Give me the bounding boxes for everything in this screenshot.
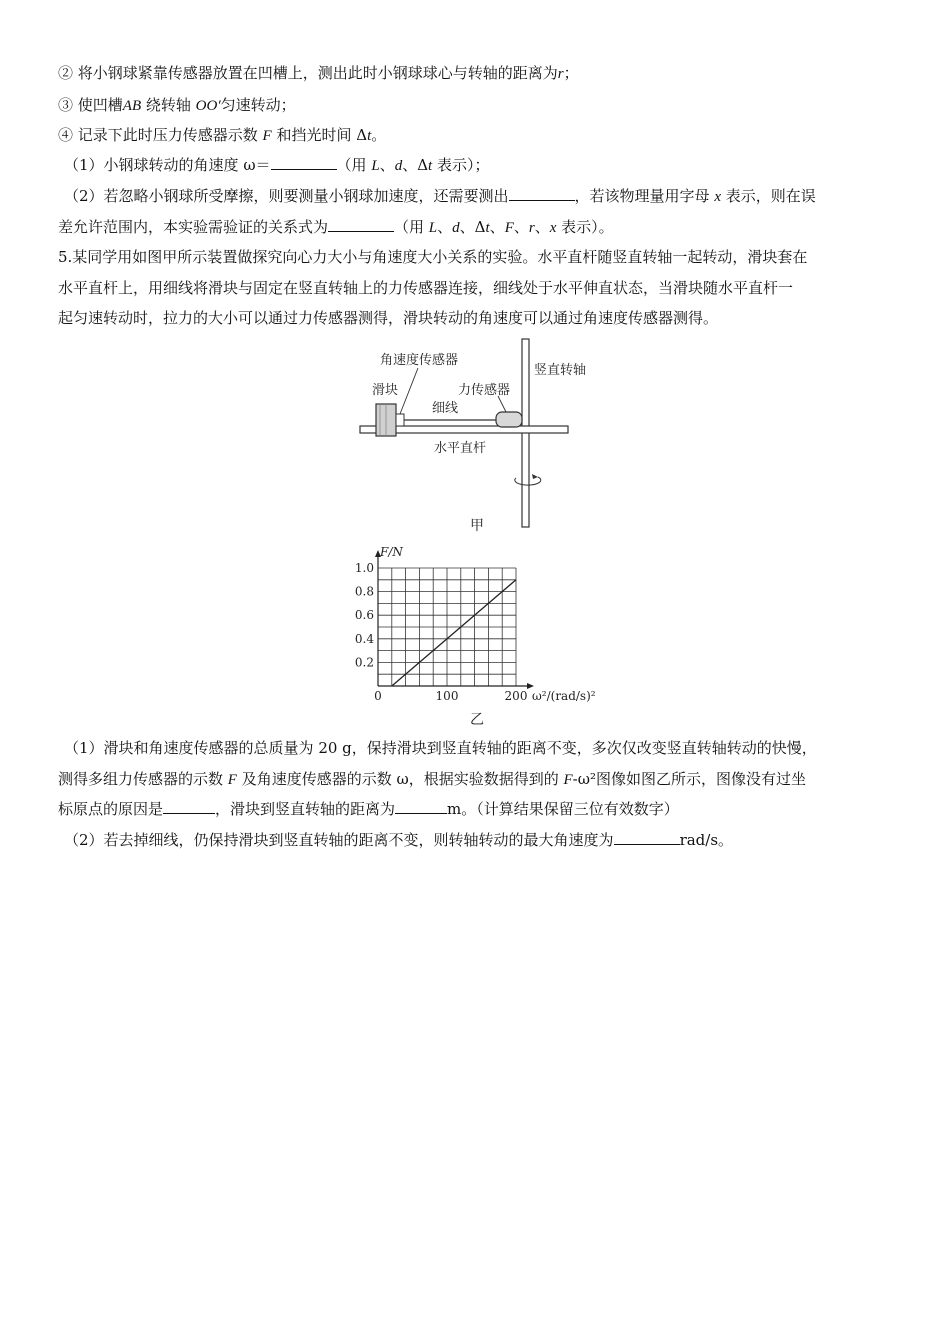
step-4-text: ④ 记录下此时压力传感器示数 bbox=[58, 126, 263, 144]
var-r: r bbox=[528, 220, 535, 236]
q4-part2-text-b: ，若该物理量用字母 bbox=[574, 187, 715, 205]
q4-part2-hint: （用 bbox=[394, 218, 429, 236]
var-d: d bbox=[394, 158, 403, 174]
q4-part1-end: 表示）； bbox=[432, 156, 490, 174]
q5-part1-text-b: 及角速度传感器的示数 ω，根据实验数据得到的 bbox=[236, 770, 564, 788]
y-tick-label: 0.4 bbox=[354, 631, 374, 646]
label-slider: 滑块 bbox=[372, 383, 399, 398]
q4-part1-text: （1）小钢球转动的角速度 ω＝ bbox=[64, 156, 271, 174]
q4-part2-line2 bbox=[58, 216, 898, 239]
q5-intro-2: 水平直杆上，用细线将滑块与固定在竖直转轴上的力传感器连接，细线处于水平伸直状态，当滑块随水平直杆一 bbox=[58, 279, 794, 297]
q4-part1-hint: （用 bbox=[336, 156, 372, 174]
chart-axes bbox=[375, 550, 534, 689]
force-sensor bbox=[496, 412, 522, 427]
var-x: x bbox=[549, 220, 557, 236]
answer-blank[interactable] bbox=[271, 155, 337, 170]
var-oo: OO′ bbox=[195, 98, 221, 114]
sep: 、Δ bbox=[459, 218, 486, 236]
var-f: F bbox=[262, 128, 272, 144]
answer-blank[interactable] bbox=[395, 799, 447, 814]
x-tick-label: 100 bbox=[435, 689, 459, 703]
sep: 、 bbox=[489, 218, 505, 236]
q5-part1-line2 bbox=[58, 768, 898, 791]
q5-part2-unit: rad/s。 bbox=[679, 831, 734, 849]
y-tick-label: 0.2 bbox=[354, 655, 374, 670]
step-3 bbox=[58, 94, 898, 117]
q5-intro-1: 5.某同学用如图甲所示装置做探究向心力大小与角速度大小关系的实验。水平直杆随竖直转轴一起转动，滑块套在 bbox=[58, 248, 808, 266]
sep: 、 bbox=[437, 218, 453, 236]
step-4-text-b: 和挡光时间 Δ bbox=[271, 126, 368, 144]
answer-blank[interactable] bbox=[509, 186, 575, 201]
q4-part2-end: 表示）。 bbox=[556, 218, 614, 236]
step-3-text: ③ 使凹槽 bbox=[58, 96, 123, 114]
y-tick-label: 0.6 bbox=[354, 608, 374, 623]
var-t: t bbox=[485, 220, 490, 236]
q5-part1-line1: （1）滑块和角速度传感器的总质量为 20 g，保持滑块到竖直转轴的距离不变，多次仅改变竖直转轴转动的快慢， bbox=[64, 739, 817, 757]
sep: 、Δ bbox=[402, 156, 429, 174]
sep: 、 bbox=[534, 218, 550, 236]
figure-yi-chart bbox=[340, 540, 610, 730]
step-2-text: ② 将小钢球紧靠传感器放置在凹槽上，测出此时小钢球球心与转轴的距离为 bbox=[58, 64, 558, 82]
figure-jia bbox=[340, 334, 620, 539]
var-x: x bbox=[714, 189, 721, 205]
q4-part2-text-c: 表示，则在误 bbox=[721, 187, 816, 205]
q5-part1-end: m。（计算结果保留三位有效数字） bbox=[447, 800, 679, 818]
var-F: F bbox=[563, 772, 573, 788]
chart-grid bbox=[378, 568, 516, 686]
q5-intro-3: 起匀速转动时，拉力的大小可以通过力传感器测得，滑块转动的角速度可以通过角速度传感器测得。 bbox=[58, 309, 719, 327]
label-string: 细线 bbox=[432, 401, 459, 416]
q4-part2-line1 bbox=[64, 185, 904, 208]
label-horizontal-rod: 水平直杆 bbox=[434, 441, 487, 456]
q4-part1 bbox=[64, 154, 904, 177]
chart-ylabel: F/N bbox=[380, 545, 403, 559]
chart-xlabel: ω²/(rad/s)² bbox=[532, 689, 596, 703]
step-4 bbox=[58, 124, 898, 147]
var-d: d bbox=[452, 220, 460, 236]
x-tick-label: 200 bbox=[504, 689, 528, 703]
chart-series bbox=[392, 580, 516, 686]
y-tick-label: 0.8 bbox=[354, 584, 374, 599]
var-ab: AB bbox=[122, 98, 142, 114]
chart-ticks bbox=[355, 561, 528, 703]
q5-part2-text: （2）若去掉细线，仍保持滑块到竖直转轴的距离不变，则转轴转动的最大角速度为 bbox=[64, 831, 614, 849]
label-vertical-axis: 竖直转轴 bbox=[534, 363, 587, 378]
y-tick-label: 1.0 bbox=[354, 561, 374, 575]
answer-blank[interactable] bbox=[163, 799, 215, 814]
step-3-text-c: 匀速转动； bbox=[220, 96, 296, 114]
q5-part1-text-e: ，滑块到竖直转轴的距离为 bbox=[215, 800, 396, 818]
q5-part2 bbox=[64, 829, 904, 851]
caption-yi: 乙 bbox=[470, 712, 484, 728]
var-F: F bbox=[504, 220, 514, 236]
answer-blank[interactable] bbox=[328, 217, 394, 232]
caption-jia: 甲 bbox=[470, 518, 484, 534]
label-force-sensor: 力传感器 bbox=[458, 383, 511, 398]
sep: 、 bbox=[513, 218, 529, 236]
x-tick-label: 0 bbox=[374, 689, 382, 703]
step-2 bbox=[58, 62, 898, 85]
step-3-text-b: 绕转轴 bbox=[141, 96, 196, 114]
label-angular-velocity-sensor: 角速度传感器 bbox=[380, 353, 459, 368]
angular-velocity-sensor bbox=[396, 414, 404, 426]
q5-part1-text: 测得多组力传感器的示数 bbox=[58, 770, 228, 788]
q5-part1-text-d: 标原点的原因是 bbox=[58, 800, 164, 818]
step-4-text-c: 。 bbox=[371, 126, 387, 144]
var-t: t bbox=[428, 158, 433, 174]
q5-part1-text-c: -ω²图像如图乙所示，图像没有过坐 bbox=[572, 770, 806, 788]
var-t: t bbox=[367, 128, 372, 144]
q4-part2-text: （2）若忽略小钢球所受摩擦，则要测量小钢球加速度，还需要测出 bbox=[64, 187, 509, 205]
sep: 、 bbox=[379, 156, 395, 174]
q5-part1-line3 bbox=[58, 798, 898, 820]
var-L: L bbox=[428, 220, 438, 236]
series-line bbox=[392, 580, 516, 686]
var-L: L bbox=[371, 158, 380, 174]
answer-blank[interactable] bbox=[614, 830, 680, 845]
step-2-end: ； bbox=[563, 64, 579, 82]
var-r: r bbox=[557, 66, 564, 82]
q4-part2-text-d: 差允许范围内，本实验需验证的关系式为 bbox=[58, 218, 329, 236]
var-F: F bbox=[227, 772, 237, 788]
